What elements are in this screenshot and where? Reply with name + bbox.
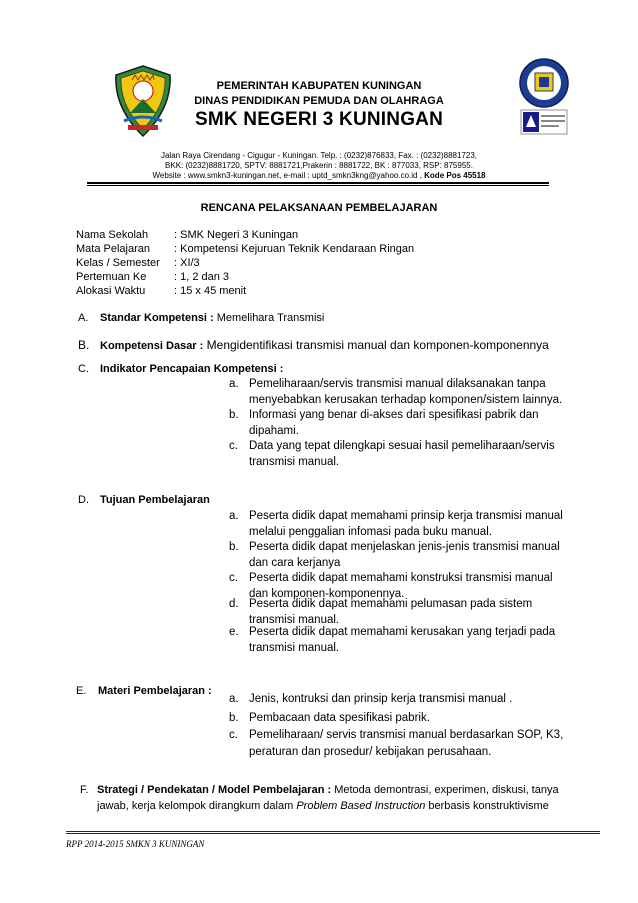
header-rule-thin (87, 185, 549, 186)
section-f: F. Strategi / Pendekatan / Model Pembelajaran : Metoda demontrasi, experimen, diskusi, tanya jawab, kerja kelompok dirangkum dalam Problem Based Instruction berbasis konstruktivisme (80, 784, 559, 812)
section-e: E. Materi Pembelajaran : (76, 685, 212, 697)
header-website: Website : www.smkn3-kuningan.net, e-mail : uptd_smkn3kng@yahoo.co.id , Kode Pos 45518 (152, 171, 486, 180)
header-government: PEMERINTAH KABUPATEN KUNINGAN (216, 80, 422, 92)
section-b: B. Kompetensi Dasar : Mengidentifikasi transmisi manual dan komponen-komponennya (78, 338, 549, 352)
section-a: A. Standar Kompetensi : Memelihara Transmisi (78, 312, 325, 324)
document-title: RENCANA PELAKSANAAN PEMBELAJARAN (200, 202, 438, 214)
section-c: C. Indikator Pencapaian Kompetensi : (78, 363, 284, 375)
info-row: Pertemuan Ke : 1, 2 dan 3 (76, 271, 230, 283)
header-contacts: BKK: (0232)8881720, SPTV: 8881721,Prakerin : 8881722, BK : 877033, RSP: 875955. (165, 161, 473, 170)
footer-rule (66, 831, 600, 832)
footer-rule-thin (66, 833, 600, 834)
info-row: Kelas / Semester : XI/3 (76, 257, 200, 269)
info-row: Mata Pelajaran : Kompetensi Kejuruan Teknik Kendaraan Ringan (76, 243, 415, 255)
info-row: Nama Sekolah : SMK Negeri 3 Kuningan (76, 229, 299, 241)
header-school-name: SMK NEGERI 3 KUNINGAN (194, 109, 444, 130)
header-rule (87, 182, 549, 184)
header-address: Jalan Raya Cirendang - Cigugur - Kuningan. Telp. : (0232)876833, Fax. : (0232)8881723, (160, 151, 478, 160)
info-table (76, 228, 414, 298)
page-footer: RPP 2014-2015 SMKN 3 KUNINGAN (66, 839, 205, 849)
info-row: Alokasi Waktu : 15 x 45 menit (76, 285, 247, 297)
header-department: DINAS PENDIDIKAN PEMUDA DAN OLAHRAGA (194, 95, 444, 107)
section-d: D. Tujuan Pembelajaran (78, 494, 210, 506)
